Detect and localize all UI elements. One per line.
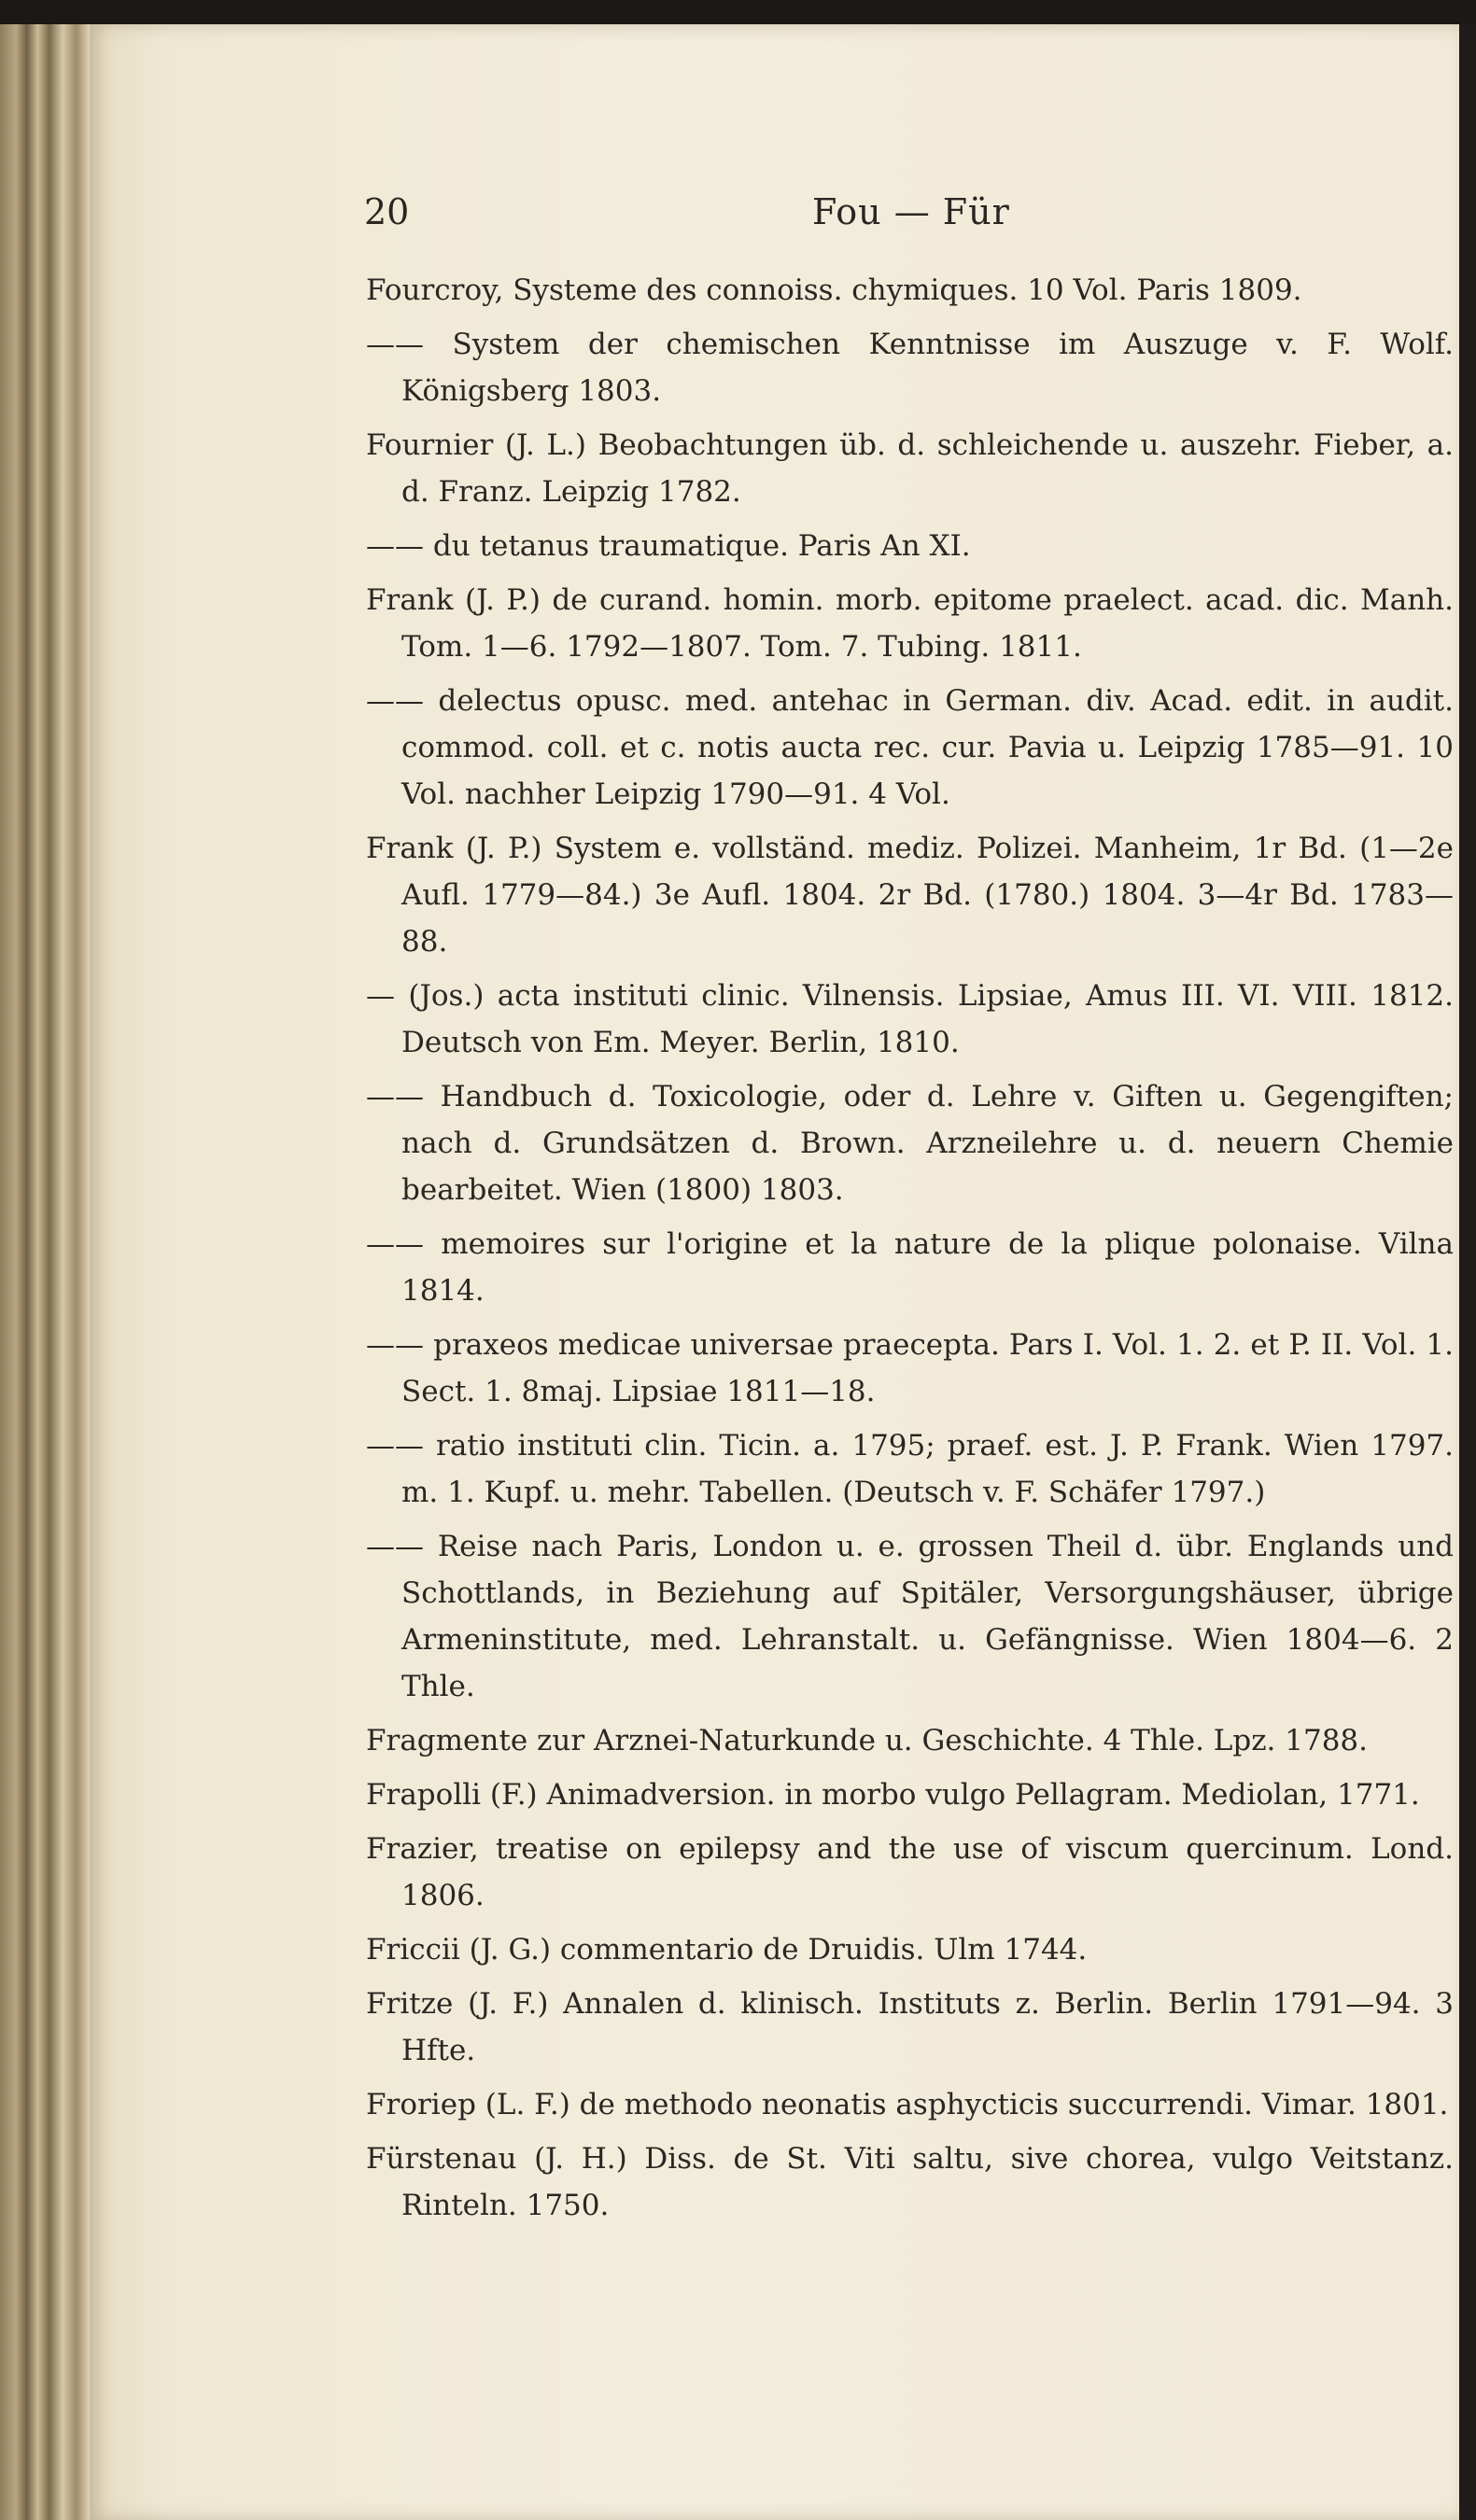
- bibliography-entry: Fournier (J. L.) Beobachtungen üb. d. schleichende u. auszehr. Fieber, a. d. Franz. Leipzig 1782.: [366, 428, 1454, 509]
- bibliography-entry: —— Handbuch d. Toxicologie, oder d. Lehre v. Giften u. Gegengiften; nach d. Grundsätzen d. Brown. Arzneilehre u. d. neuern Chemie bearbeitet. Wien (1800) 1803.: [366, 1080, 1454, 1207]
- bibliography-entry: Frazier, treatise on epilepsy and the use of viscum quercinum. Lond. 1806.: [366, 1832, 1454, 1912]
- bibliography-entry: —— du tetanus traumatique. Paris An XI.: [366, 529, 971, 563]
- scan-border-top: [0, 0, 1476, 24]
- bibliography-entry: — (Jos.) acta instituti clinic. Vilnensis. Lipsiae, Amus III. VI. VIII. 1812. Deutsch von Em. Meyer. Berlin, 1810.: [366, 979, 1454, 1059]
- book-page-edges: [0, 24, 90, 2520]
- bibliography-entry: Frank (J. P.) de curand. homin. morb. epitome praelect. acad. dic. Manh. Tom. 1—6. 1792—1807. Tom. 7. Tubing. 1811.: [366, 583, 1454, 664]
- bibliography-entry: Frank (J. P.) System e. vollständ. mediz. Polizei. Manheim, 1r Bd. (1—2e Aufl. 1779—84.) 3e Aufl. 1804. 2r Bd. (1780.) 1804. 3—4r Bd. 1783—88.: [366, 832, 1454, 959]
- bibliography-entry: —— Reise nach Paris, London u. e. grossen Theil d. übr. Englands und Schottlands, in Beziehung auf Spitäler, Versorgungshäuser, übrige Armeninstitute, med. Lehranstalt. u. Gefängnisse. Wien 1804—6. 2 Thle.: [366, 1530, 1454, 1703]
- bibliography-entry: —— delectus opusc. med. antehac in German. div. Acad. edit. in audit. commod. coll. et c. notis aucta rec. cur. Pavia u. Leipzig 1785—91. 10 Vol. nachher Leipzig 1790—91. 4 Vol.: [366, 684, 1454, 811]
- bibliography-entries: [366, 267, 1454, 2236]
- page-header: [364, 191, 1447, 247]
- bibliography-entry: Fragmente zur Arznei-Naturkunde u. Geschichte. 4 Thle. Lpz. 1788.: [366, 1724, 1369, 1757]
- running-head: Fou — Für: [812, 191, 1010, 232]
- bibliography-entry: Fritze (J. F.) Annalen d. klinisch. Instituts z. Berlin. Berlin 1791—94. 3 Hfte.: [366, 1987, 1454, 2067]
- page-number: 20: [364, 191, 410, 232]
- bibliography-entry: —— System der chemischen Kenntnisse im Auszuge v. F. Wolf. Königsberg 1803.: [366, 328, 1454, 408]
- bibliography-entry: —— praxeos medicae universae praecepta. Pars I. Vol. 1. 2. et P. II. Vol. 1. Sect. 1. 8maj. Lipsiae 1811—18.: [366, 1328, 1454, 1408]
- scan-border-right: [1459, 24, 1476, 2520]
- bibliography-entry: Frapolli (F.) Animadversion. in morbo vulgo Pellagram. Mediolan, 1771.: [366, 1778, 1420, 1812]
- bibliography-entry: —— memoires sur l'origine et la nature de la plique polonaise. Vilna 1814.: [366, 1227, 1454, 1308]
- bibliography-entry: Friccii (J. G.) commentario de Druidis. Ulm 1744.: [366, 1933, 1088, 1967]
- bibliography-entry: Fürstenau (J. H.) Diss. de St. Viti saltu, sive chorea, vulgo Veitstanz. Rinteln. 1750.: [366, 2142, 1454, 2222]
- bibliography-entry: Froriep (L. F.) de methodo neonatis asphycticis succurrendi. Vimar. 1801.: [366, 2088, 1449, 2121]
- bibliography-entry: —— ratio instituti clin. Ticin. a. 1795; praef. est. J. P. Frank. Wien 1797. m. 1. Kupf. u. mehr. Tabellen. (Deutsch v. F. Schäfer 1797.): [366, 1429, 1454, 1509]
- bibliography-entry: Fourcroy, Systeme des connoiss. chymiques. 10 Vol. Paris 1809.: [366, 273, 1302, 307]
